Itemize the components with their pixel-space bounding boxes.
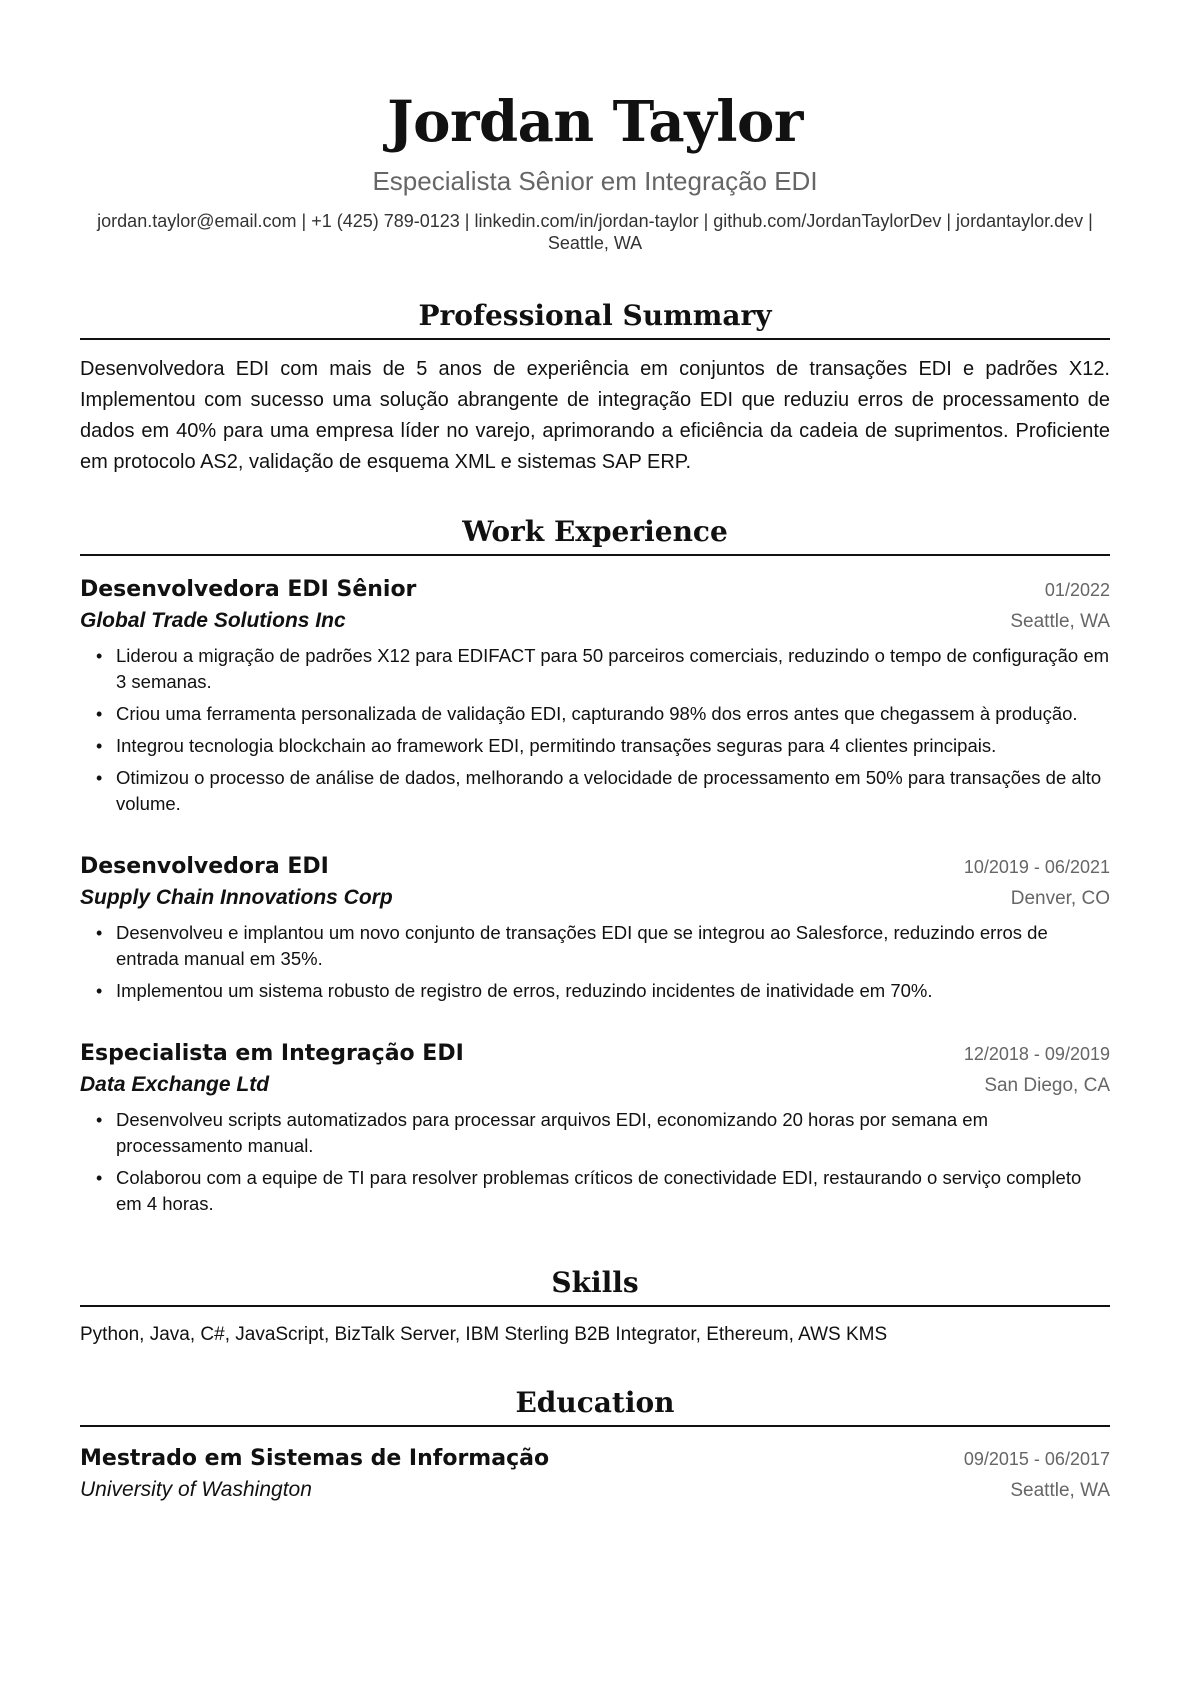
job-role: Desenvolvedora EDI Sênior — [80, 577, 417, 602]
job-role: Especialista em Integração EDI — [80, 1041, 464, 1066]
education-heading: Education — [80, 1385, 1110, 1427]
summary-heading: Professional Summary — [80, 298, 1110, 340]
education-date: 09/2015 - 06/2017 — [963, 1449, 1110, 1469]
job-bullets — [80, 920, 1110, 1004]
education-section — [80, 1385, 1110, 1506]
job-entry — [80, 1038, 1110, 1217]
job-bullet: • Integrou tecnologia blockchain ao framework EDI, permitindo transações seguras para 4 clientes principais. — [96, 733, 1110, 759]
resume-header — [80, 0, 1110, 254]
job-bullet: • Liderou a migração de padrões X12 para EDIFACT para 50 parceiros comerciais, reduzindo o tempo de configuração em 3 semanas. — [96, 643, 1110, 695]
contact-info: jordan.taylor@email.com | +1 (425) 789-0123 | linkedin.com/in/jordan-taylor | github.com/JordanTaylorDev | jordantaylor.dev | Seattle, WA — [97, 211, 1093, 253]
job-location: Seattle, WA — [1010, 611, 1110, 632]
experience-section — [80, 514, 1110, 1217]
education-location: Seattle, WA — [1010, 1480, 1110, 1501]
job-bullets — [80, 643, 1110, 817]
job-location: Denver, CO — [1010, 888, 1110, 909]
summary-text: Desenvolvedora EDI com mais de 5 anos de experiência em conjuntos de transações EDI e padrões X12. Implementou com sucesso uma solução abrangente de integração EDI que reduziu erros de processamento de dados em 40% para uma empresa líder no varejo, aprimorando a eficiência da cadeia de suprimentos. Proficiente em protocolo AS2, validação de esquema XML e sistemas SAP ERP. — [80, 358, 1110, 473]
education-school: University of Washington — [80, 1478, 312, 1501]
job-company: Supply Chain Innovations Corp — [80, 886, 393, 909]
job-role: Desenvolvedora EDI — [80, 854, 329, 879]
skills-heading: Skills — [80, 1265, 1110, 1307]
candidate-name: Jordan Taylor — [387, 89, 803, 155]
job-location: San Diego, CA — [984, 1075, 1110, 1096]
job-bullet: • Implementou um sistema robusto de registro de erros, reduzindo incidentes de inatividade em 70%. — [96, 978, 1110, 1004]
job-date: 01/2022 — [1044, 580, 1110, 600]
job-company: Global Trade Solutions Inc — [80, 609, 346, 632]
skills-text: Python, Java, C#, JavaScript, BizTalk Server, IBM Sterling B2B Integrator, Ethereum, AWS KMS — [80, 1324, 888, 1345]
education-degree: Mestrado em Sistemas de Informação — [80, 1446, 550, 1471]
candidate-title: Especialista Sênior em Integração EDI — [372, 166, 818, 196]
job-bullet: • Otimizou o processo de análise de dados, melhorando a velocidade de processamento em 50% para transações de alto volume. — [96, 765, 1110, 817]
job-bullet: • Desenvolveu scripts automatizados para processar arquivos EDI, economizando 20 horas por semana em processamento manual. — [96, 1107, 1110, 1159]
education-entry — [80, 1443, 1110, 1506]
job-company: Data Exchange Ltd — [80, 1073, 270, 1096]
job-date: 12/2018 - 09/2019 — [963, 1044, 1110, 1064]
job-bullet: • Colaborou com a equipe de TI para resolver problemas críticos de conectividade EDI, restaurando o serviço completo em 4 horas. — [96, 1165, 1110, 1217]
job-entry — [80, 851, 1110, 1004]
summary-section — [80, 298, 1110, 478]
job-entry — [80, 574, 1110, 817]
job-bullet: • Desenvolveu e implantou um novo conjunto de transações EDI que se integrou ao Salesforce, reduzindo erros de entrada manual em 35%. — [96, 920, 1110, 972]
job-bullets — [80, 1107, 1110, 1217]
skills-section — [80, 1265, 1110, 1349]
experience-heading: Work Experience — [80, 514, 1110, 556]
job-bullet: • Criou uma ferramenta personalizada de validação EDI, capturando 98% dos erros antes que chegassem à produção. — [96, 701, 1110, 727]
job-date: 10/2019 - 06/2021 — [963, 857, 1110, 877]
